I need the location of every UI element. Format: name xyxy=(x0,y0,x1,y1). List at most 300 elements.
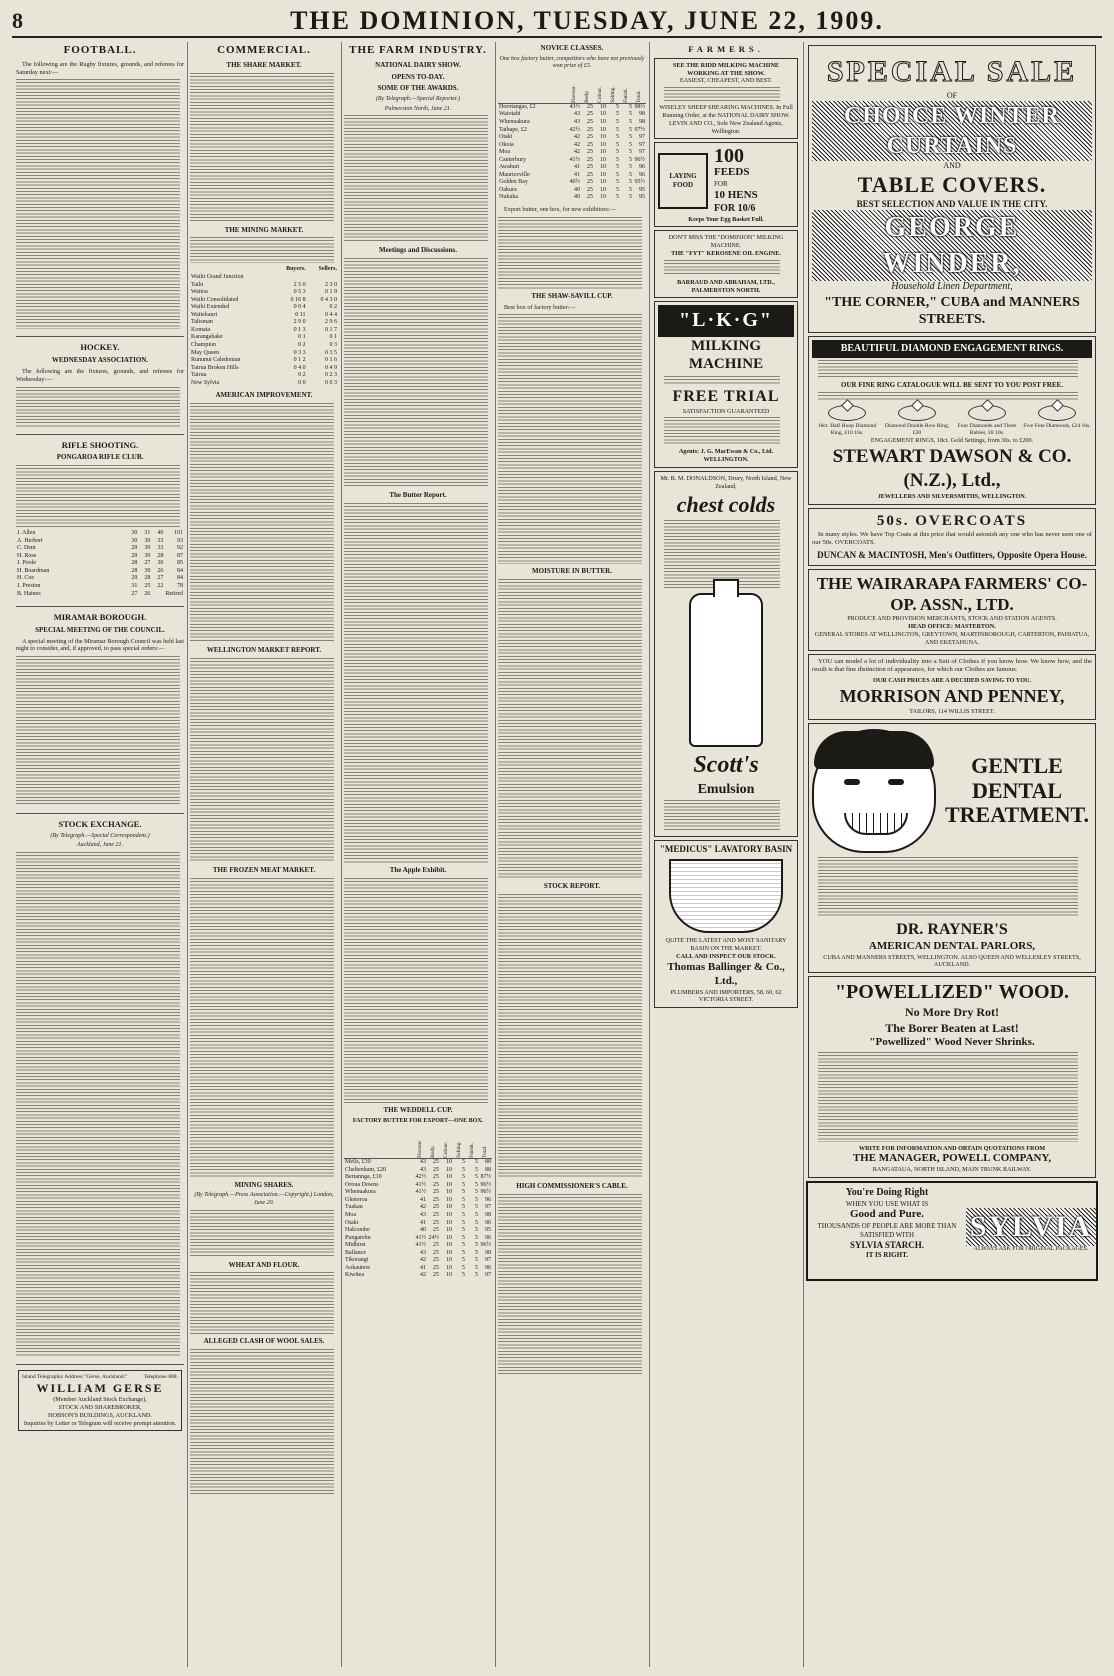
column-header-label: Salting. xyxy=(610,86,617,104)
shooter-name: H. Coe xyxy=(17,575,34,582)
column-header xyxy=(581,73,594,104)
factory-name: Pungarehu xyxy=(345,1234,371,1241)
score-cell: 87 xyxy=(177,552,183,559)
points-cell: 5 xyxy=(616,171,619,178)
points-cell: 5 xyxy=(475,1249,478,1256)
points-cell: 5 xyxy=(616,149,619,156)
buyers-price: 0 3 3 xyxy=(293,349,306,356)
column-header-label: Total. xyxy=(482,1145,489,1159)
satisfaction-text: SATISFACTION GUARANTEED xyxy=(682,407,770,415)
mining-market-body xyxy=(190,237,338,263)
score-cell: 27 xyxy=(144,560,151,567)
wiseley-text: WISELEY SHEEP SHEARING MACHINES. In Full Running Order, at the NATIONAL DAIRY SHOW. xyxy=(659,104,793,119)
score-cell: 101 xyxy=(174,530,183,537)
shooter-name: J. Preston xyxy=(17,582,41,589)
powell-manager: THE MANAGER, POWELL COMPANY, xyxy=(852,1152,1052,1165)
lkg-advert xyxy=(654,301,798,468)
factory-name: Otaki xyxy=(499,134,513,141)
company-name: Waitoa xyxy=(191,289,208,296)
points-cell: 10 xyxy=(446,1219,452,1226)
points-cell: 96 xyxy=(485,1196,491,1203)
points-cell: 95½ xyxy=(634,179,645,186)
ring-icon xyxy=(968,405,1006,421)
column-header xyxy=(620,73,633,104)
barraud-text: BARRAUD AND ABRAHAM, LTD., PALMERSTON NORTH. xyxy=(677,278,775,294)
score-row xyxy=(16,583,184,591)
buyers-price: 0 1 2 xyxy=(293,357,306,364)
points-cell: 42½ xyxy=(569,126,580,133)
points-cell: 10 xyxy=(446,1257,452,1264)
free-trial: FREE TRIAL xyxy=(672,388,780,406)
points-cell: 25 xyxy=(433,1174,439,1181)
smiling-face-illustration xyxy=(812,729,936,853)
sylvia-line: Good and Pure. xyxy=(849,1208,925,1221)
column-farm xyxy=(344,42,492,1667)
points-cell: 10 xyxy=(446,1212,452,1219)
points-cell: 42½ xyxy=(415,1174,426,1181)
points-cell: 25 xyxy=(433,1204,439,1211)
column-header xyxy=(466,1128,479,1159)
table-row xyxy=(190,289,338,297)
points-cell: 10 xyxy=(600,126,606,133)
column-header-label: Salting. xyxy=(456,1141,463,1159)
hens-100: 100 xyxy=(714,145,744,168)
points-cell: 5 xyxy=(475,1159,478,1166)
sellers-price: 0 4 3 0 xyxy=(320,296,337,303)
points-cell: 5 xyxy=(629,126,632,133)
points-cell: 10 xyxy=(446,1242,452,1249)
points-cell: 43 xyxy=(574,119,580,125)
score-cell: 28 xyxy=(157,552,164,559)
sellers-price: 0 1 xyxy=(329,334,337,341)
ridd-tagline: EASIEST, CHEAPEST, AND BEST. xyxy=(679,77,773,85)
company-name: Talisman xyxy=(191,319,213,326)
points-cell: 5 xyxy=(475,1272,478,1279)
points-cell: 5 xyxy=(616,134,619,141)
novice-table xyxy=(498,73,646,202)
factory-name: Golden Bay xyxy=(499,179,528,186)
points-cell: 5 xyxy=(616,186,619,193)
points-cell: 5 xyxy=(475,1242,478,1249)
table-row xyxy=(498,142,646,150)
points-cell: 43 xyxy=(420,1159,426,1166)
points-cell: 5 xyxy=(629,164,632,171)
stock-exchange-dateline: Auckland, June 21. xyxy=(77,842,123,849)
score-cell: 29 xyxy=(131,545,138,552)
points-cell: 42 xyxy=(574,149,580,156)
points-cell: 96 xyxy=(639,164,645,171)
score-cell: 27 xyxy=(157,575,164,582)
table-row xyxy=(190,357,338,365)
football-fixtures-text xyxy=(16,79,184,329)
points-cell: 10 xyxy=(446,1264,452,1271)
stock-exchange-sub: (By Telegraph.—Special Correspondent.) xyxy=(50,832,150,839)
table-row xyxy=(190,365,338,373)
special-of: OF xyxy=(946,90,958,100)
points-cell: 25 xyxy=(587,126,593,133)
points-cell: 96 xyxy=(485,1264,491,1271)
mining-shares-sub: (By Telegraph.—Press Association.—Copyright.) London, June 20. xyxy=(194,1192,334,1207)
points-cell: 5 xyxy=(475,1257,478,1264)
points-cell: 5 xyxy=(629,194,632,201)
wool-body xyxy=(190,1349,338,1494)
points-cell: 10 xyxy=(446,1159,452,1166)
points-cell: 42 xyxy=(574,134,580,141)
write-for: WRITE FOR INFORMATION AND OBTAIN QUOTATIONS FROM xyxy=(858,1144,1046,1152)
table-row xyxy=(344,1227,492,1235)
best-selection: BEST SELECTION AND VALUE IN THE CITY. xyxy=(856,199,1048,210)
ring-icon xyxy=(828,405,866,421)
morrison-lead: YOU can model a lot of individuality into a Suit of Clothes if you know how. We know how, and the result is that fine distinction of appearance, for which our Clothes are famous. xyxy=(812,657,1092,674)
donaldson-text: Mr. R. M. DONALDSON, Drury, North Island, New Zealand, xyxy=(660,474,792,490)
share-market-heading: THE SHARE MARKET. xyxy=(226,60,302,69)
points-cell: 43 xyxy=(420,1249,426,1256)
sellers-price: 0 3 5 xyxy=(325,349,337,356)
meetings-body xyxy=(344,258,492,488)
column-header xyxy=(453,1128,466,1159)
points-cell: 96½ xyxy=(480,1181,491,1188)
dominion-milking-advert xyxy=(654,230,798,298)
points-cell: 88 xyxy=(485,1166,491,1173)
novice-heading: NOVICE CLASSES. xyxy=(540,44,604,52)
table-header xyxy=(190,266,338,274)
hockey-text xyxy=(16,387,184,427)
score-cell: 30 xyxy=(131,530,138,537)
buyers-price: 0 0 xyxy=(298,379,306,386)
points-cell: 10 xyxy=(600,179,606,186)
table-row xyxy=(498,111,646,119)
points-cell: 95 xyxy=(639,194,645,201)
points-cell: 98 xyxy=(485,1249,491,1256)
points-cell: 10 xyxy=(446,1227,452,1234)
miramar-body xyxy=(16,656,184,806)
score-cell: 29 xyxy=(131,552,138,559)
lkg-agents: Agents: J. G. MacEwan & Co., Ltd. WELLINGTON. xyxy=(678,448,774,464)
factory-name: Kiwitea xyxy=(345,1272,364,1279)
points-cell: 25 xyxy=(587,111,593,118)
points-cell: 41½ xyxy=(415,1234,426,1241)
factory-name: Whenuakura xyxy=(345,1189,376,1196)
gerse-line: HOBSON'S BUILDINGS, AUCKLAND. xyxy=(48,1411,152,1419)
column-header xyxy=(607,73,620,104)
points-cell: 43 xyxy=(574,111,580,118)
rifle-scores-table xyxy=(16,530,184,598)
points-cell: 25 xyxy=(433,1219,439,1226)
points-cell: 43 xyxy=(420,1166,426,1173)
table-row xyxy=(344,1204,492,1212)
table-row xyxy=(498,149,646,157)
points-cell: 5 xyxy=(475,1166,478,1173)
points-cell: 5 xyxy=(475,1227,478,1234)
weddell-heading: THE WEDDELL CUP. xyxy=(383,1105,453,1114)
buyers-price: 0 16 8 xyxy=(290,296,306,303)
sylvia-ask: ALWAYS ASK FOR ORIGINAL PACKAGES. xyxy=(973,1246,1089,1253)
table-row xyxy=(344,1189,492,1197)
points-cell: 5 xyxy=(616,179,619,186)
masthead xyxy=(12,6,1102,38)
column-header-label: Total. xyxy=(636,90,643,104)
shooter-name: H. Boardman xyxy=(17,567,50,574)
points-cell: 5 xyxy=(462,1264,465,1271)
company-name: Rununui Caledonian xyxy=(191,357,241,364)
shooter-name: J. Allen xyxy=(17,530,36,537)
gerse-advert xyxy=(18,1370,182,1431)
rifle-text xyxy=(16,465,184,527)
points-cell: 10 xyxy=(600,171,606,178)
score-cell: 30 xyxy=(144,545,151,552)
scotts-emulsion-advert xyxy=(654,471,798,837)
points-cell: 88 xyxy=(485,1159,491,1166)
points-cell: 10 xyxy=(600,111,606,118)
buyers-price: 0 2 xyxy=(298,341,306,348)
ring-caption: Four Diamonds and Three Rubies, £8 10s. xyxy=(957,423,1017,437)
points-cell: 5 xyxy=(462,1212,465,1219)
table-row xyxy=(498,134,646,142)
points-cell: 95 xyxy=(639,186,645,193)
sylvia-line: THOUSANDS OF PEOPLE ARE MORE THAN SATISFIED WITH xyxy=(817,1222,957,1240)
score-row xyxy=(16,538,184,546)
points-cell: 10 xyxy=(446,1196,452,1203)
points-cell: 5 xyxy=(462,1159,465,1166)
farm-sub1: NATIONAL DAIRY SHOW. xyxy=(375,60,461,69)
factory-name: Aokautere xyxy=(345,1264,370,1271)
table-row xyxy=(344,1257,492,1265)
score-cell: 25 xyxy=(144,582,151,589)
table-header xyxy=(344,1128,492,1159)
sellers-price: 0 1 9 xyxy=(325,289,337,296)
table-row xyxy=(344,1212,492,1220)
points-cell: 5 xyxy=(475,1212,478,1219)
points-cell: 40 xyxy=(420,1227,426,1234)
high-comm-heading: HIGH COMMISSIONER'S CABLE. xyxy=(516,1182,628,1191)
table-row xyxy=(344,1197,492,1205)
levin-text: LEVIN AND CO., Sole New Zealand Agents, Wellington. xyxy=(669,119,783,135)
points-cell: 5 xyxy=(629,171,632,178)
hens-for: FOR xyxy=(714,180,728,189)
factory-name: Taihape, £2 xyxy=(499,126,527,133)
points-cell: 5 xyxy=(462,1219,465,1226)
duncan-name: DUNCAN & MACINTOSH, Men's Outfitters, Opposite Opera House. xyxy=(817,550,1087,561)
basin-line: QUITE THE LATEST AND MOST SANITARY BASIN ON THE MARKET. xyxy=(665,937,787,953)
miramar-sub: SPECIAL MEETING OF THE COUNCIL. xyxy=(35,625,165,634)
farm-sub4: (By Telegraph.—Special Reporter.) xyxy=(375,96,461,103)
points-cell: 5 xyxy=(616,119,619,125)
points-cell: 5 xyxy=(629,134,632,141)
shooter-name: H. Rose xyxy=(17,552,37,559)
butter-heading: The Butter Report. xyxy=(389,491,447,500)
factory-name: Whenuakura xyxy=(499,119,530,125)
points-cell: 5 xyxy=(462,1204,465,1211)
morrison-cash: OUR CASH PRICES ARE A DECIDED SAVING TO YOU. xyxy=(872,677,1032,685)
score-cell xyxy=(151,591,164,599)
american-body xyxy=(190,403,338,643)
wairarapa-title: THE WAIRARAPA FARMERS' CO-OP. ASSN., LTD. xyxy=(816,573,1088,615)
points-cell: 96 xyxy=(485,1219,491,1226)
sylvia-starch-advert xyxy=(806,1181,1098,1281)
score-cell: 30 xyxy=(131,537,138,544)
shooter-name: A. Herbert xyxy=(17,537,43,544)
score-row xyxy=(16,553,184,561)
sellers-price: 0 2 xyxy=(329,304,337,311)
dentist-address: CUBA AND MANNERS STREETS, WELLINGTON. ALSO QUEEN AND WELLESLEY STREETS, AUCKLAND. xyxy=(823,953,1081,969)
company-name: Waihi Consolidated xyxy=(191,296,239,303)
stock-report-heading: STOCK REPORT. xyxy=(543,882,601,891)
table-row xyxy=(190,372,338,380)
points-cell: 25 xyxy=(587,194,593,201)
points-cell: 5 xyxy=(629,119,632,125)
factory-heading: FACTORY BUTTER FOR EXPORT—ONE BOX. xyxy=(352,1117,484,1124)
column-commercial xyxy=(190,42,338,1667)
column-header: Buyers. xyxy=(286,266,306,273)
table-row xyxy=(498,164,646,172)
moisture-heading: MOISTURE IN BUTTER. xyxy=(532,567,612,576)
factory-butter-table xyxy=(344,1128,492,1280)
table-row xyxy=(344,1250,492,1258)
morrison-penney-advert xyxy=(808,654,1096,720)
points-cell: 10 xyxy=(600,141,606,148)
butter-body xyxy=(344,503,492,863)
points-cell: 98 xyxy=(639,111,645,118)
score-cell: 30 xyxy=(144,567,151,574)
points-cell: 25 xyxy=(587,141,593,148)
wairarapa-line: GENERAL STORES AT WELLINGTON, GREYTOWN, MARTINBOROUGH, CARTERTON, PAHIATUA, AND EKETAHUNA. xyxy=(814,631,1090,646)
points-cell: 25 xyxy=(587,171,593,178)
table-row xyxy=(344,1159,492,1167)
buyers-price: 0 5 3 xyxy=(293,289,306,296)
apple-heading: The Apple Exhibit. xyxy=(389,866,447,875)
special-and: AND xyxy=(943,161,961,171)
ring-caption: Diamond Double Row Ring, £20 xyxy=(884,423,950,437)
stewart-dawson-advert xyxy=(808,336,1096,505)
score-cell: 28 xyxy=(131,567,138,574)
medicus-advert xyxy=(654,840,798,1008)
points-cell: 42 xyxy=(420,1272,426,1279)
american-heading: AMERICAN IMPROVEMENT. xyxy=(215,391,313,400)
points-cell: 5 xyxy=(462,1242,465,1249)
points-cell: 40 xyxy=(574,194,580,201)
company-name: Waitekauri xyxy=(191,311,218,318)
powellized-advert xyxy=(808,976,1096,1178)
laying-food-advert xyxy=(654,142,798,227)
points-cell: 25 xyxy=(587,119,593,125)
buyers-price: 2 9 0 xyxy=(293,319,306,326)
table-row xyxy=(498,157,646,165)
company-name: Waihi Extended xyxy=(191,304,230,311)
corner-address: "THE CORNER," CUBA and MANNERS STREETS. xyxy=(824,294,1080,328)
table-row xyxy=(190,350,338,358)
points-cell: 5 xyxy=(462,1257,465,1264)
factory-name: Mells, £30 xyxy=(345,1159,371,1166)
points-cell: 10 xyxy=(600,164,606,171)
score-cell: 30 xyxy=(144,552,151,559)
diamond-rings-title: BEAUTIFUL DIAMOND ENGAGEMENT RINGS. xyxy=(812,340,1092,359)
points-cell: 25 xyxy=(587,134,593,141)
egg-basket-text: Keeps Your Egg Basket Full. xyxy=(688,215,764,223)
sellers-price: 0 1 6 xyxy=(325,357,337,364)
points-cell: 96½ xyxy=(634,156,645,163)
table-row xyxy=(498,127,646,135)
points-cell: 5 xyxy=(616,126,619,133)
shaw-list xyxy=(498,314,646,564)
frozen-meat-heading: THE FROZEN MEAT MARKET. xyxy=(212,865,316,874)
points-cell: 5 xyxy=(475,1204,478,1211)
farm-sub3: SOME OF THE AWARDS. xyxy=(377,84,459,93)
apple-body xyxy=(344,878,492,1103)
factory-name: Moa xyxy=(499,149,510,156)
gerse-line: (Member Auckland Stock Exchange), xyxy=(53,1396,147,1404)
wairarapa-line: PRODUCE AND PROVISION MERCHANTS, STOCK AND STATION AGENTS. xyxy=(847,615,1057,623)
points-cell: 5 xyxy=(462,1249,465,1256)
table-row xyxy=(344,1272,492,1280)
fyt-engine-text: THE "FYT" KEROSENE OIL ENGINE. xyxy=(671,249,781,257)
ring-icon xyxy=(898,405,936,421)
hockey-sub: WEDNESDAY ASSOCIATION. xyxy=(51,356,149,365)
farm-sub2: OPENS TO-DAY. xyxy=(391,72,445,81)
table-row xyxy=(190,274,338,282)
buyers-price: 0 2 xyxy=(298,372,306,379)
points-cell: 5 xyxy=(462,1181,465,1188)
wool-heading: ALLEGED CLASH OF WOOL SALES. xyxy=(203,1337,325,1346)
points-cell: 5 xyxy=(616,103,619,110)
ridd-text: SEE THE RIDD MILKING MACHINE WORKING AT THE SHOW. xyxy=(672,61,780,77)
points-cell: 25 xyxy=(433,1272,439,1279)
score-cell: 78 xyxy=(177,582,183,589)
points-cell: 10 xyxy=(600,156,606,163)
dental-advert xyxy=(808,723,1096,974)
covers-title: TABLE COVERS. xyxy=(857,172,1047,198)
column-header-label: Finish. xyxy=(469,1143,476,1159)
sellers-price xyxy=(307,274,338,282)
buyers-price xyxy=(274,274,307,282)
shooter-name: C. Dent xyxy=(17,545,36,552)
points-cell: 10 xyxy=(600,134,606,141)
points-cell: 5 xyxy=(629,186,632,193)
points-cell: 42 xyxy=(420,1257,426,1264)
points-cell: 24½ xyxy=(428,1234,439,1241)
points-cell: 98 xyxy=(485,1212,491,1219)
miramar-text: A special meeting of the Miramar Borough Council was held last night to consider, and, if approved, to pass special orders:— xyxy=(16,637,184,653)
stock-exchange-heading: STOCK EXCHANGE. xyxy=(58,819,142,830)
ballinger-address: PLUMBERS AND IMPORTERS, 58, 60, 62 VICTORIA STREET. xyxy=(670,988,782,1004)
column-large-ads xyxy=(806,42,1098,1667)
column-header xyxy=(594,73,607,104)
points-cell: 98½ xyxy=(634,103,645,110)
morrison-tailors: TAILORS, 114 WILLIS STREET. xyxy=(909,707,995,715)
shooter-name: B. Haines xyxy=(17,590,41,597)
page-number: 8 xyxy=(12,8,23,33)
score-row xyxy=(16,568,184,576)
farm-body xyxy=(344,115,492,243)
points-cell: 25 xyxy=(433,1242,439,1249)
company-name: Waihi Grand Junction xyxy=(191,274,244,281)
novice-sub: One box factory butter, competitors who have not previously won prize of £5. xyxy=(499,55,645,70)
points-cell: 5 xyxy=(475,1181,478,1188)
score-cell: 84 xyxy=(177,575,183,582)
factory-name: Cheltenham, £20 xyxy=(345,1166,386,1173)
column-header xyxy=(414,1128,427,1159)
commercial-heading: COMMERCIAL. xyxy=(217,44,311,56)
table-row xyxy=(190,327,338,335)
points-cell: 25 xyxy=(587,149,593,156)
points-cell: 97 xyxy=(639,141,645,148)
points-cell: 10 xyxy=(446,1272,452,1279)
company-name: Komata xyxy=(191,326,210,333)
score-cell: 26 xyxy=(144,590,151,597)
morrison-name: MORRISON AND PENNEY, xyxy=(839,686,1065,707)
sellers-price: 0 1 7 xyxy=(325,326,337,333)
points-cell: 5 xyxy=(475,1189,478,1196)
points-cell: 40 xyxy=(574,186,580,193)
